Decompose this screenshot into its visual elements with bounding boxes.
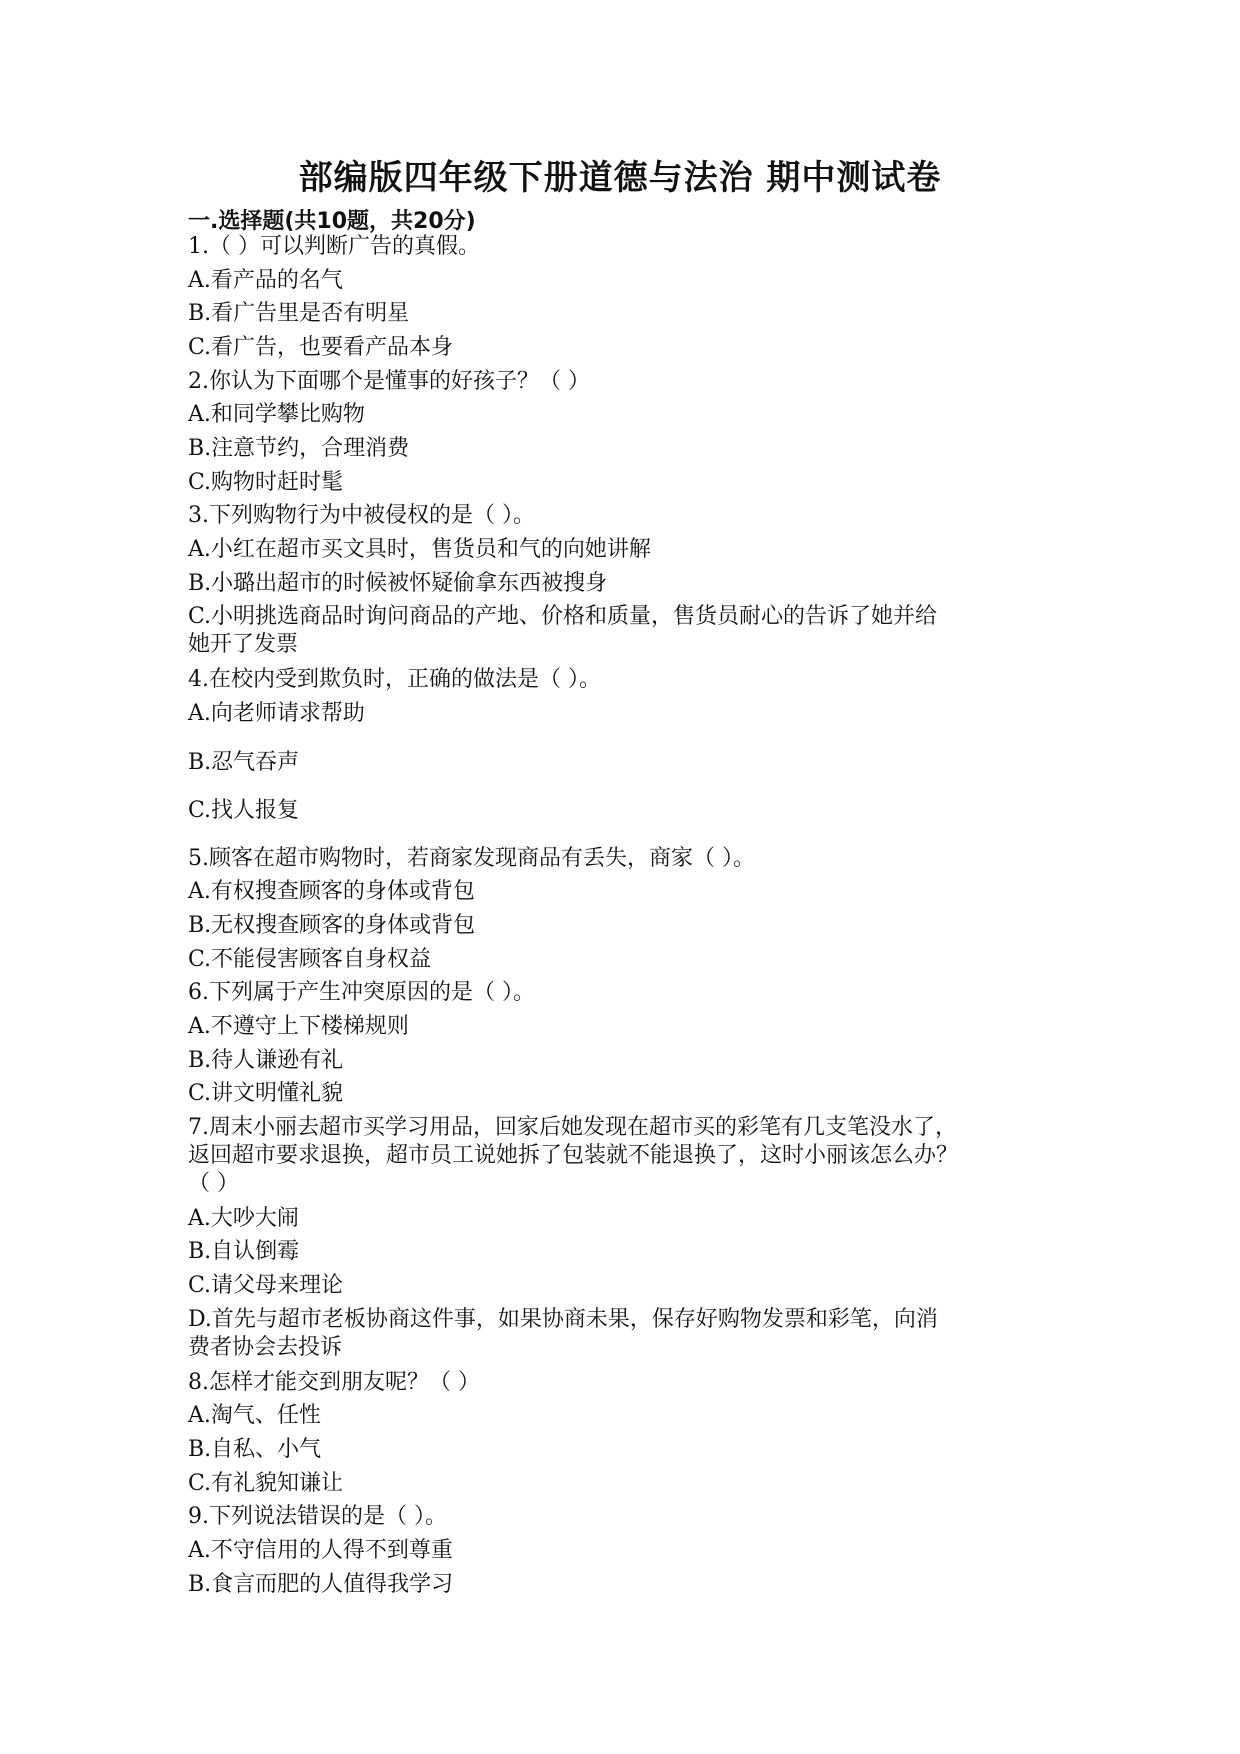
option-1a: A.看产品的名气 xyxy=(188,268,343,293)
question-9: 9.下列说法错误的是（ ）。 xyxy=(188,1504,447,1529)
option-7d-cont: 费者协会去投诉 xyxy=(188,1335,343,1360)
question-8: 8.怎样才能交到朋友呢？（ ） xyxy=(188,1370,480,1395)
option-3c: C.小明挑选商品时询问商品的产地、价格和质量，售货员耐心的告诉了她并给 xyxy=(188,604,938,629)
question-7-cont1: 返回超市要求退换，超市员工说她拆了包装就不能退换了，这时小丽该怎么办？ xyxy=(188,1143,959,1168)
option-2c: C.购物时赶时髦 xyxy=(188,470,344,495)
option-8c: C.有礼貌知谦让 xyxy=(188,1471,344,1496)
option-9b: B.食言而肥的人值得我学习 xyxy=(188,1572,454,1597)
option-6a: A.不遵守上下楼梯规则 xyxy=(188,1014,409,1039)
option-9a: A.不守信用的人得不到尊重 xyxy=(188,1538,453,1563)
option-5a: A.有权搜查顾客的身体或背包 xyxy=(188,879,475,904)
question-4: 4.在校内受到欺负时，正确的做法是（ ）。 xyxy=(188,667,601,692)
option-8a: A.淘气、任性 xyxy=(188,1403,321,1428)
option-7d: D.首先与超市老板协商这件事，如果协商未果，保存好购物发票和彩笔，向消 xyxy=(188,1307,938,1332)
option-7c: C.请父母来理论 xyxy=(188,1273,344,1298)
question-7-cont2: （ ） xyxy=(188,1171,239,1196)
page-title: 部编版四年级下册道德与法治 期中测试卷 xyxy=(298,158,942,198)
option-4a: A.向老师请求帮助 xyxy=(188,701,365,726)
question-1: 1.（ ）可以判断广告的真假。 xyxy=(188,234,480,259)
option-7b: B.自认倒霉 xyxy=(188,1239,300,1264)
option-2b: B.注意节约，合理消费 xyxy=(188,436,410,461)
option-1c: C.看广告，也要看产品本身 xyxy=(188,335,454,360)
section-heading: 一.选择题(共10题，共20分) xyxy=(188,209,476,234)
option-5b: B.无权搜查顾客的身体或背包 xyxy=(188,913,476,938)
question-7: 7.周末小丽去超市买学习用品，回家后她发现在超市买的彩笔有几支笔没水了， xyxy=(188,1115,957,1140)
option-5c: C.不能侵害顾客自身权益 xyxy=(188,947,432,972)
option-1b: B.看广告里是否有明星 xyxy=(188,301,410,326)
question-3: 3.下列购物行为中被侵权的是（ ）。 xyxy=(188,503,535,528)
option-4b: B.忍气吞声 xyxy=(188,750,300,775)
option-7a: A.大吵大闹 xyxy=(188,1206,299,1231)
question-2: 2.你认为下面哪个是懂事的好孩子？（ ） xyxy=(188,369,590,394)
option-4c: C.找人报复 xyxy=(188,798,300,823)
option-6c: C.讲文明懂礼貌 xyxy=(188,1081,344,1106)
option-6b: B.待人谦逊有礼 xyxy=(188,1048,344,1073)
option-3b: B.小璐出超市的时候被怀疑偷拿东西被搜身 xyxy=(188,571,608,596)
option-2a: A.和同学攀比购物 xyxy=(188,402,365,427)
option-3c-cont: 她开了发票 xyxy=(188,632,299,657)
option-8b: B.自私、小气 xyxy=(188,1437,322,1462)
question-5: 5.顾客在超市购物时，若商家发现商品有丢失，商家（ ）。 xyxy=(188,846,755,871)
option-3a: A.小红在超市买文具时，售货员和气的向她讲解 xyxy=(188,537,651,562)
question-6: 6.下列属于产生冲突原因的是（ ）。 xyxy=(188,980,535,1005)
